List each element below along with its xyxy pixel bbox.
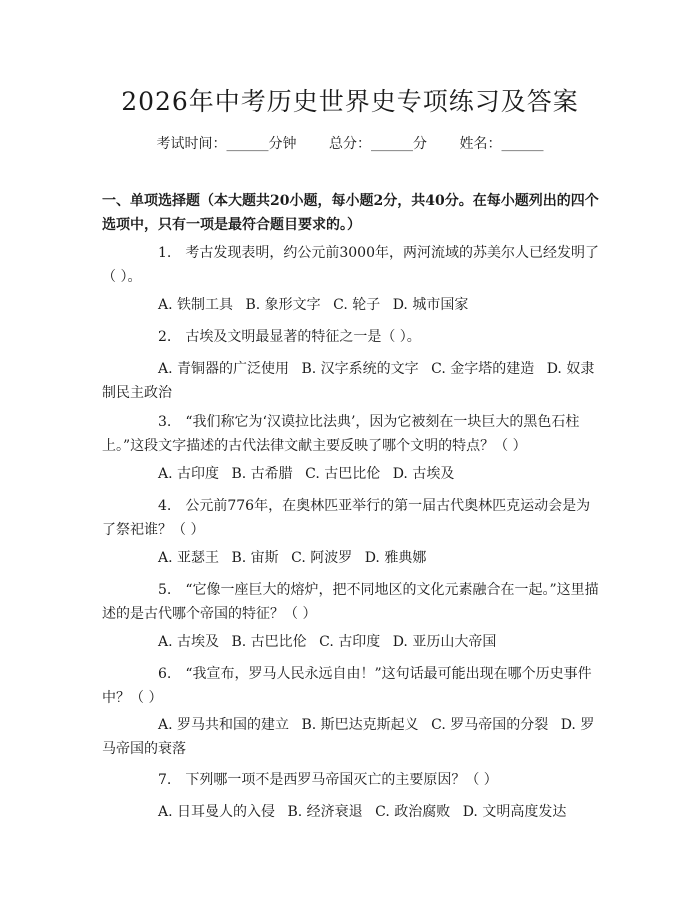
question-number: 5. [158,582,172,598]
option-d: D. 古埃及 [392,466,455,482]
question-7 [102,768,600,792]
question-number: 4. [158,498,172,514]
option-d: D. 罗马帝国的衰落 [102,717,595,757]
option-b: B. 古希腊 [231,466,293,482]
option-b: B. 宙斯 [231,550,279,566]
question-number: 7. [158,772,172,788]
option-a: A. 罗马共和国的建立 [158,717,290,733]
option-a: A. 古印度 [158,466,220,482]
exam-meta [0,133,700,153]
question-3 [102,410,600,458]
option-d: D. 奴隶制民主政治 [102,361,595,401]
question-text: “我们称它为‘汉谟拉比法典’，因为它被刻在一块巨大的黑色石柱上。”这段文字描述的古代法律文献主要反映了哪个文明的特点？（ ） [102,414,580,454]
question-1-options [102,293,600,317]
option-d: D. 雅典娜 [364,550,427,566]
question-1 [102,241,600,289]
option-d: D. 城市国家 [392,297,469,313]
question-5 [102,578,600,626]
question-6-options [102,713,600,761]
option-b: B. 汉字系统的文字 [301,361,419,377]
question-2 [102,325,600,349]
section-heading: 一、单项选择题（本大题共20小题，每小题2分，共40分。在每小题列出的四个选项中，只有一项是最符合题目要求的。） [102,193,599,233]
question-7-options [102,800,600,824]
option-b: B. 古巴比伦 [231,634,307,650]
question-number: 1. [158,245,172,261]
option-a: A. 日耳曼人的入侵 [158,804,276,820]
question-text: “它像一座巨大的熔炉，把不同地区的文化元素融合在一起。”这里描述的是古代哪个帝国的特征？（ ） [102,582,599,622]
question-3-options [102,462,600,486]
option-c: C. 政治腐败 [375,804,451,820]
question-text: 公元前776年，在奥林匹亚举行的第一届古代奥林匹克运动会是为了祭祀谁？（ ） [102,498,591,538]
option-c: C. 阿波罗 [291,550,353,566]
option-a: A. 亚瑟王 [158,550,220,566]
student-name-field: 姓名：______ [459,136,544,152]
option-a: A. 古埃及 [158,634,220,650]
question-text: “我宣布，罗马人民永远自由！”这句话最可能出现在哪个历史事件中？（ ） [102,666,592,706]
option-a: A. 铁制工具 [158,297,234,313]
total-score-field: 总分：______分 [329,136,427,152]
question-6 [102,662,600,710]
question-text: 考古发现表明，约公元前3000年，两河流域的苏美尔人已经发明了（ ）。 [102,245,599,285]
option-b: B. 象形文字 [245,297,321,313]
option-a: A. 青铜器的广泛使用 [158,361,290,377]
exam-time-field: 考试时间：______分钟 [156,136,297,152]
question-2-options [102,357,600,405]
question-number: 3. [158,414,172,430]
option-c: C. 罗马帝国的分裂 [431,717,549,733]
question-number: 6. [158,666,172,682]
option-d: D. 亚历山大帝国 [392,634,497,650]
page-title: 2026年中考历史世界史专项练习及答案 [121,87,579,116]
question-text: 古埃及文明最显著的特征之一是（ ）。 [185,329,421,345]
option-c: C. 轮子 [333,297,381,313]
question-4 [102,494,600,542]
question-text: 下列哪一项不是西罗马帝国灭亡的主要原因？（ ） [185,772,498,788]
option-c: C. 古印度 [319,634,381,650]
question-number: 2. [158,329,172,345]
option-c: C. 金字塔的建造 [431,361,535,377]
option-b: B. 经济衰退 [287,804,363,820]
question-4-options [102,546,600,570]
question-5-options [102,630,600,654]
option-c: C. 古巴比伦 [305,466,381,482]
option-d: D. 文明高度发达 [462,804,567,820]
option-b: B. 斯巴达克斯起义 [301,717,419,733]
